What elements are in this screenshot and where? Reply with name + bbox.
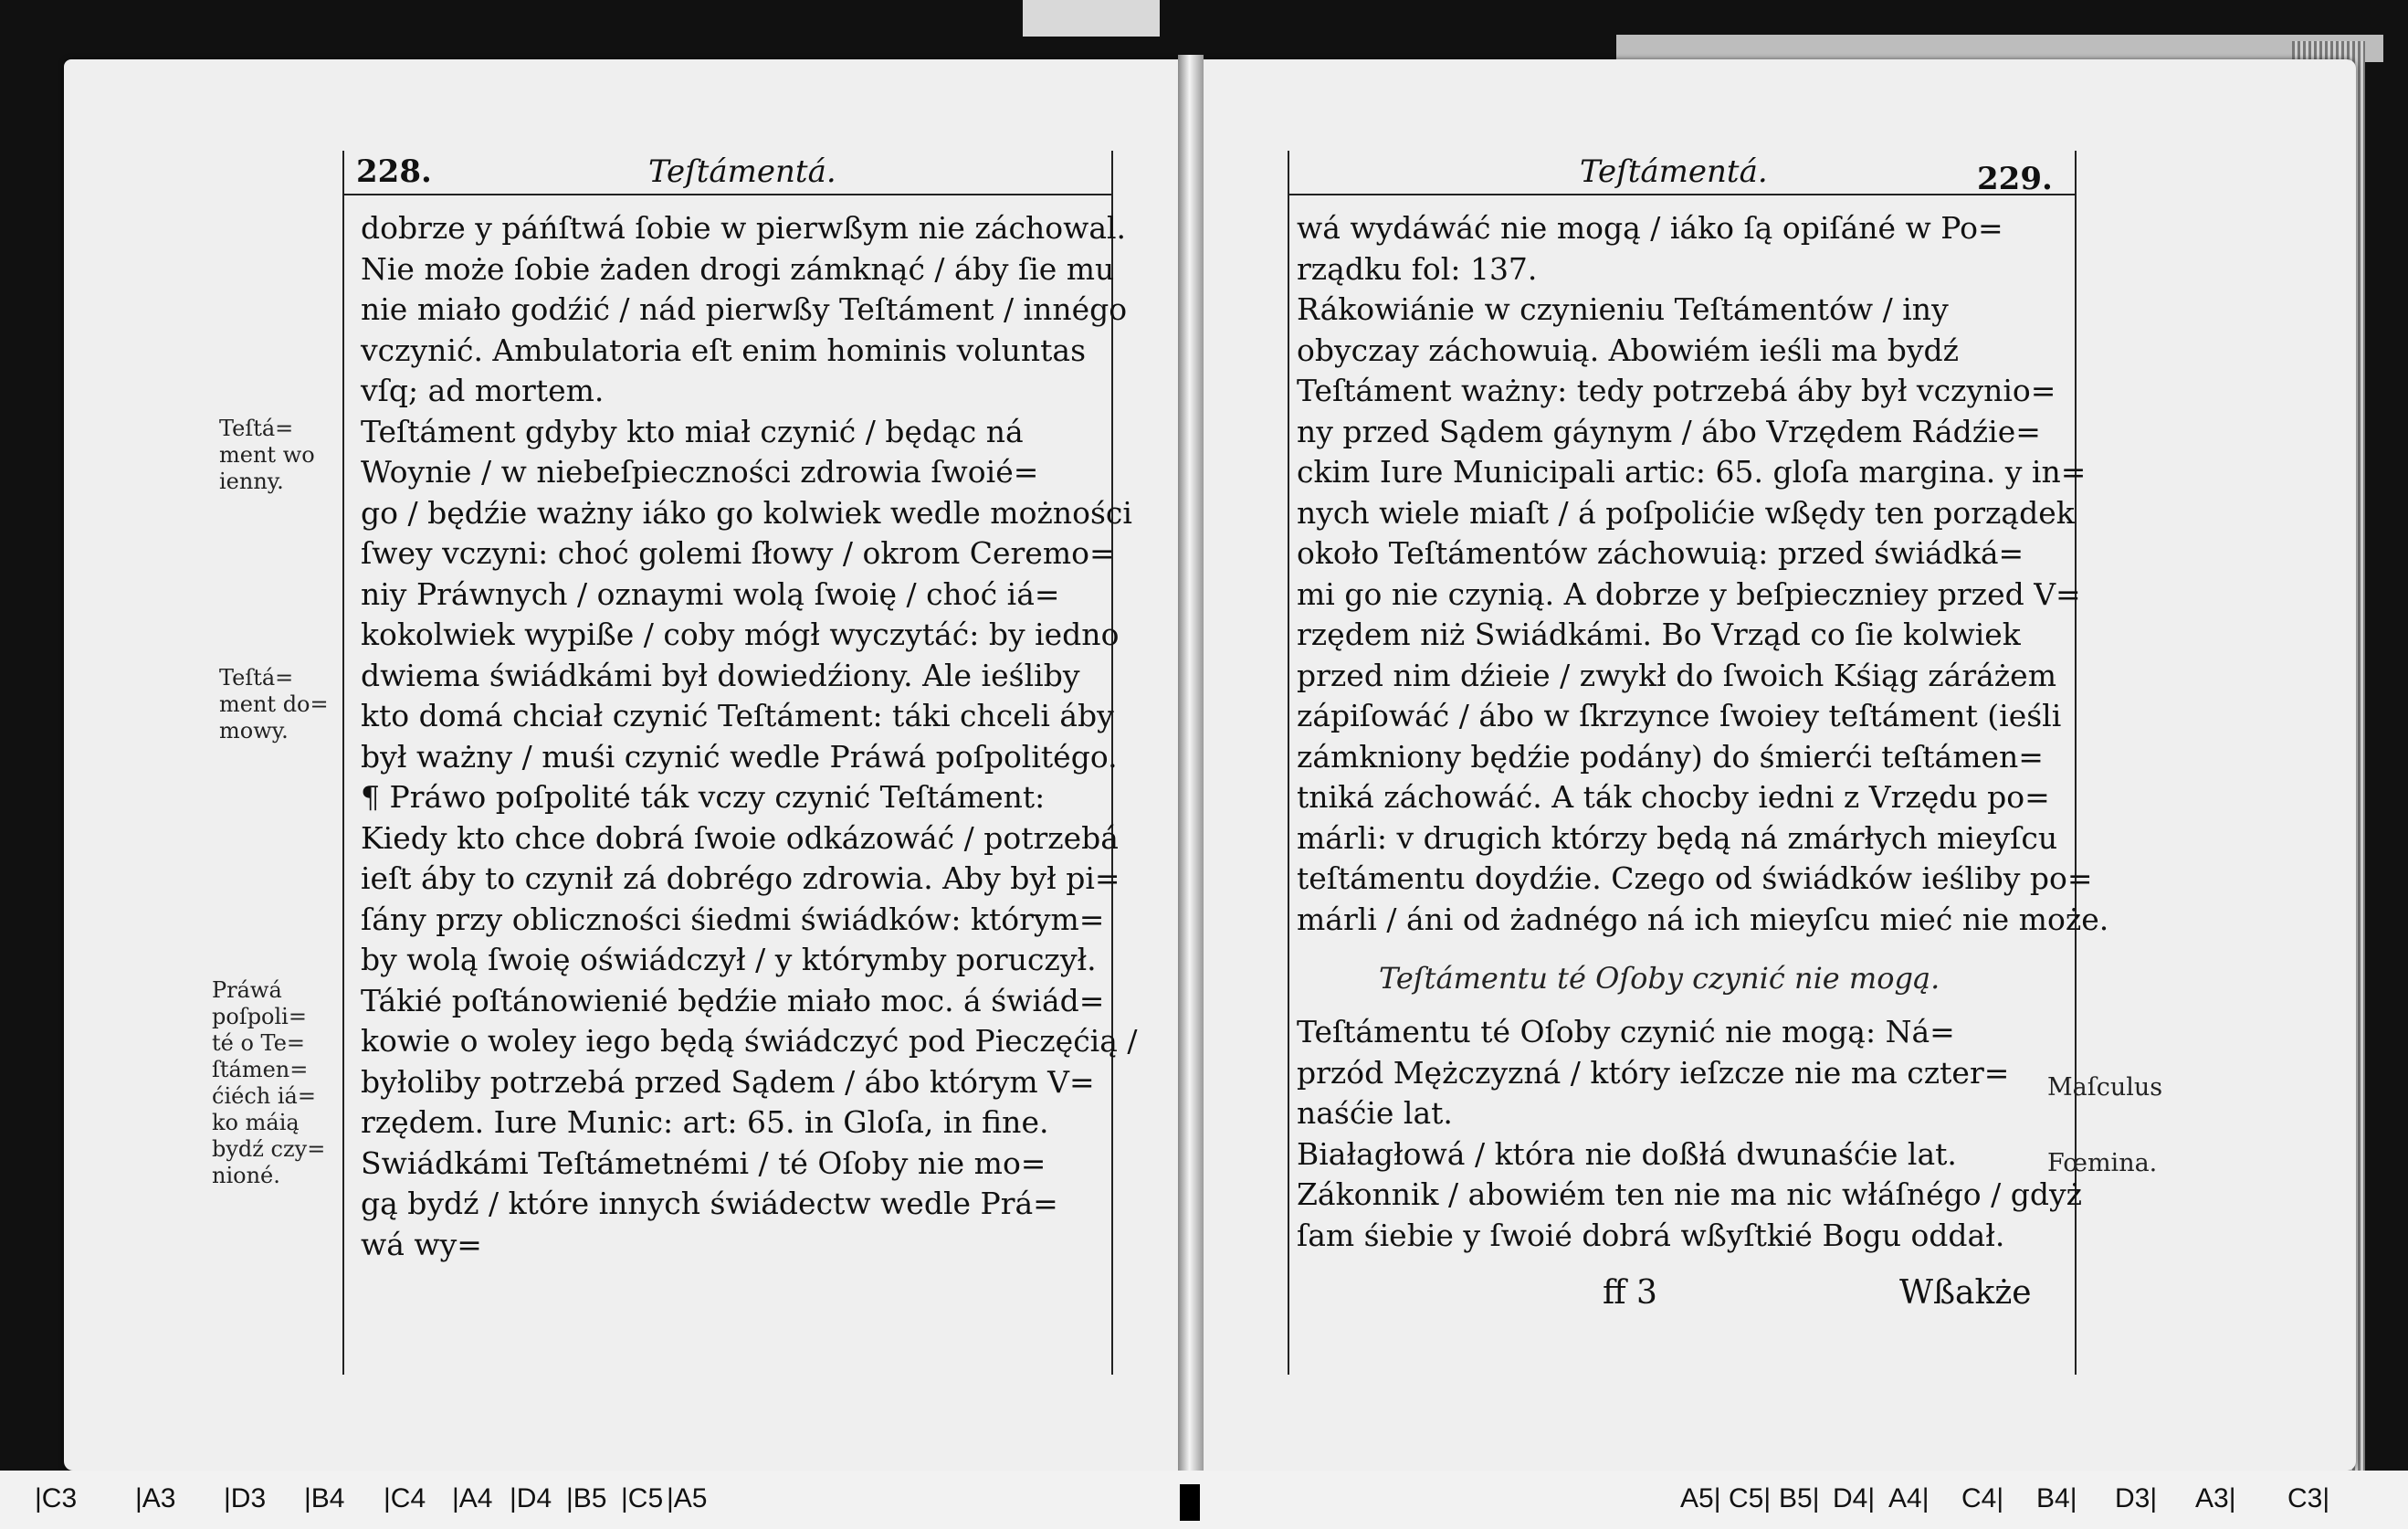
text-line: około Teſtámentów záchowuią: przed świádká=	[1297, 535, 2024, 571]
text-line: rzędem niż Swiádkámi. Bo Vrząd co ſie kolwiek	[1297, 617, 2021, 652]
text-line: Teſtáment gdyby kto miał czynić / będąc ná	[361, 413, 1024, 449]
text-line: Zákonnik / abowiém ten nie ma nic włáſnégo / gdyż	[1297, 1176, 2082, 1212]
margin-note-field-testament	[219, 416, 315, 495]
text-line: dobrze y páńſtwá ſobie w pierwßym nie záchowal.	[361, 210, 1127, 246]
text-line: Teſtáment ważny: tedy potrzebá áby był vczynio=	[1297, 373, 2056, 408]
text-line: Tákié poſtánowienié będźie miało moc. á świád=	[361, 982, 1105, 1018]
margin-note-line: ćiéch iá=	[212, 1083, 316, 1109]
text-line: Teſtámentu té Oſoby czynić nie mogą: Ná=	[1297, 1014, 1955, 1049]
strip-code: |A5	[667, 1483, 708, 1513]
strip-code: B4|	[2036, 1483, 2077, 1513]
text-line: ſwey vczyni: choć golemi ſłowy / okrom Ceremo=	[361, 535, 1115, 571]
text-line: Woynie / w niebeſpieczności zdrowia ſwoié=	[361, 454, 1039, 490]
strip-code: A3|	[2195, 1483, 2236, 1513]
text-line: vczynić. Ambulatoria eſt enim hominis voluntas	[361, 332, 1087, 368]
strip-code: D4|	[1833, 1483, 1876, 1513]
margin-note-line: ment do=	[219, 691, 329, 717]
margin-note-line: té o Te=	[212, 1030, 306, 1056]
strip-code: C5|	[1729, 1483, 1772, 1513]
text-line: Kiedy kto chce dobrá ſwoie odkázowáć / potrzebá	[361, 819, 1119, 856]
strip-code: |A4	[452, 1483, 493, 1513]
latin-note-foemina: Fœmina.	[2047, 1149, 2158, 1177]
margin-note-line: ienny.	[219, 469, 284, 494]
strip-code: D3|	[2115, 1483, 2158, 1513]
text-line: rzędem. Iure Munic: art: 65. in Gloſa, in fine.	[361, 1104, 1049, 1140]
right-page-number: 229.	[1977, 161, 2053, 197]
text-line: ieſt áby to czynił zá dobrégo zdrowia. Aby był pi=	[361, 860, 1120, 896]
strip-code: B5|	[1779, 1483, 1820, 1513]
text-line: Swiádkámi Teſtámetnémi / té Oſoby nie mo=	[361, 1144, 1046, 1181]
strip-code: |D3	[224, 1483, 267, 1513]
margin-note-line: Práwá	[212, 977, 282, 1003]
text-line: mi go nie czynią. A dobrze y beſpieczniey przed V=	[1297, 575, 2081, 612]
margin-note-line: mowy.	[219, 718, 289, 743]
text-line: niy Práwnych / oznaymi wolą ſwoię / choć iá=	[361, 575, 1060, 612]
text-line: naśćie lat.	[1297, 1095, 1453, 1131]
text-line: wá wy=	[361, 1226, 482, 1262]
margin-note-line: nioné.	[212, 1163, 280, 1188]
text-line: zámkniony będźie podány) do śmierći teſtámen=	[1297, 738, 2044, 775]
left-body-text	[361, 208, 1138, 1265]
strip-code: |C4	[384, 1483, 426, 1513]
text-line: przed nim dźieie / zwykł do ſwoich Kśiąg záráżem	[1297, 657, 2056, 693]
margin-note-line: Teſtá=	[219, 416, 294, 441]
text-line: kto domá chciał czynić Teſtáment: táki chceli áby	[361, 698, 1114, 733]
text-line: tniká záchowáć. A ták chocby iedni z Vrzędu po=	[1297, 779, 2050, 815]
right-body-text	[1297, 208, 2108, 940]
left-page-number: 228.	[356, 153, 432, 190]
strip-code: |B4	[304, 1483, 345, 1513]
text-line: kokolwiek wypiße / coby mógł wyczytáć: by iedno	[361, 617, 1120, 652]
text-line: by wolą ſwoię oświádczył / y którymby poruczył.	[361, 942, 1097, 977]
text-line: gą bydź / które innych świádectw wedle Prá=	[361, 1186, 1058, 1221]
text-line: Nie może ſobie żaden drogi zámknąć / áby ſie mu	[361, 250, 1115, 287]
strip-code: |C3	[35, 1483, 78, 1513]
page-edge-shadow	[1616, 35, 2383, 62]
text-line: rządku fol: 137.	[1297, 250, 1538, 287]
text-line: ſam śiebie y ſwoié dobrá wßyſtkié Bogu oddał.	[1297, 1217, 2005, 1253]
signature-mark: ff 3	[1603, 1274, 1657, 1312]
text-line: ckim Iure Municipali artic: 65. gloſa margina. y in=	[1297, 454, 2087, 490]
text-line: przód Mężczyzná / który ieſzcze nie ma czter=	[1297, 1054, 2010, 1091]
margin-note-line: ſtámen=	[212, 1057, 309, 1082]
strip-code: |C5	[621, 1483, 664, 1513]
text-line: vſq; ad mortem.	[361, 373, 605, 408]
text-line: obyczay záchowuią. Abowiém ieśli ma bydź	[1297, 332, 1959, 368]
left-header-rule	[342, 194, 1111, 195]
text-line: go / będźie ważny iáko go kolwiek wedle możności	[361, 494, 1132, 531]
margin-note-line: poſpoli=	[212, 1004, 307, 1029]
latin-note-masculus: Maſculus	[2047, 1073, 2163, 1102]
section-title: Teſtámentu té Oſoby czynić nie mogą.	[1379, 961, 1940, 996]
strip-code: |B5	[566, 1483, 607, 1513]
text-line: teſtámentu doydźie. Czego od świádków ieśliby po=	[1297, 860, 2093, 896]
text-line: Rákowiánie w czynieniu Teſtámentów / iny	[1297, 291, 1949, 327]
right-running-head: Teſtámentá.	[1580, 153, 1768, 190]
binding-top	[1023, 0, 1160, 37]
margin-note-home-testament	[219, 665, 329, 744]
book-gutter	[1178, 55, 1204, 1475]
text-line: márli / áni od żadnégo ná ich mieyſcu mieć nie może.	[1297, 901, 2109, 937]
strip-code: |D4	[510, 1483, 552, 1513]
strip-code: C3|	[2287, 1483, 2330, 1513]
text-line: kowie o woley iego będą świádczyć pod Pieczęćią /	[361, 1023, 1138, 1059]
text-line: ny przed Sądem gáynym / ábo Vrzędem Rádźie=	[1297, 413, 2041, 449]
strip-code: C4|	[1961, 1483, 2004, 1513]
right-header-rule	[1288, 194, 2075, 195]
text-line: zápiſowáć / ábo w ſkrzynce ſwoiey teſtáment (ieśli	[1297, 698, 2062, 733]
text-line: nie miało godźić / nád pierwßy Teſtáment / innégo	[361, 291, 1128, 327]
catchword: Wßakże	[1899, 1274, 2032, 1312]
margin-note-line: bydź czy=	[212, 1136, 326, 1162]
text-line: nych wiele miaſt / á poſpolićie wßędy ten porządek	[1297, 494, 2075, 531]
text-line: ſány przy obliczności śiedmi świádków: którym=	[361, 901, 1105, 937]
margin-note-line: Teſtá=	[219, 665, 294, 691]
left-running-head: Teſtámentá.	[648, 153, 836, 190]
text-line: ¶ Práwo poſpolité ták vczy czynić Teſtáment:	[361, 779, 1046, 815]
film-strip	[0, 1471, 2408, 1529]
text-line: dwiema świádkámi był dowiedźiony. Ale ieśliby	[361, 657, 1080, 693]
text-line: Białagłowá / która nie doßłá dwunaśćie lat.	[1297, 1135, 1957, 1172]
right-body-text-2	[1297, 1012, 2082, 1256]
text-line: był ważny / muśi czynić wedle Práwá poſpolitégo.	[361, 738, 1118, 775]
margin-note-line: ko máią	[212, 1110, 300, 1135]
film-strip-marker	[1180, 1484, 1200, 1521]
strip-code: |A3	[135, 1483, 176, 1513]
text-line: wá wydáwáć nie mogą / iáko ſą opiſáné w Po=	[1297, 210, 2003, 246]
margin-note-common-law	[212, 977, 325, 1189]
text-line: márli: v drugich którzy będą ná zmárłych mieyſcu	[1297, 819, 2058, 856]
strip-code: A4|	[1888, 1483, 1930, 1513]
text-line: byłoliby potrzebá przed Sądem / ábo którym V=	[361, 1063, 1095, 1100]
margin-note-line: ment wo	[219, 442, 315, 468]
strip-code: A5|	[1680, 1483, 1721, 1513]
